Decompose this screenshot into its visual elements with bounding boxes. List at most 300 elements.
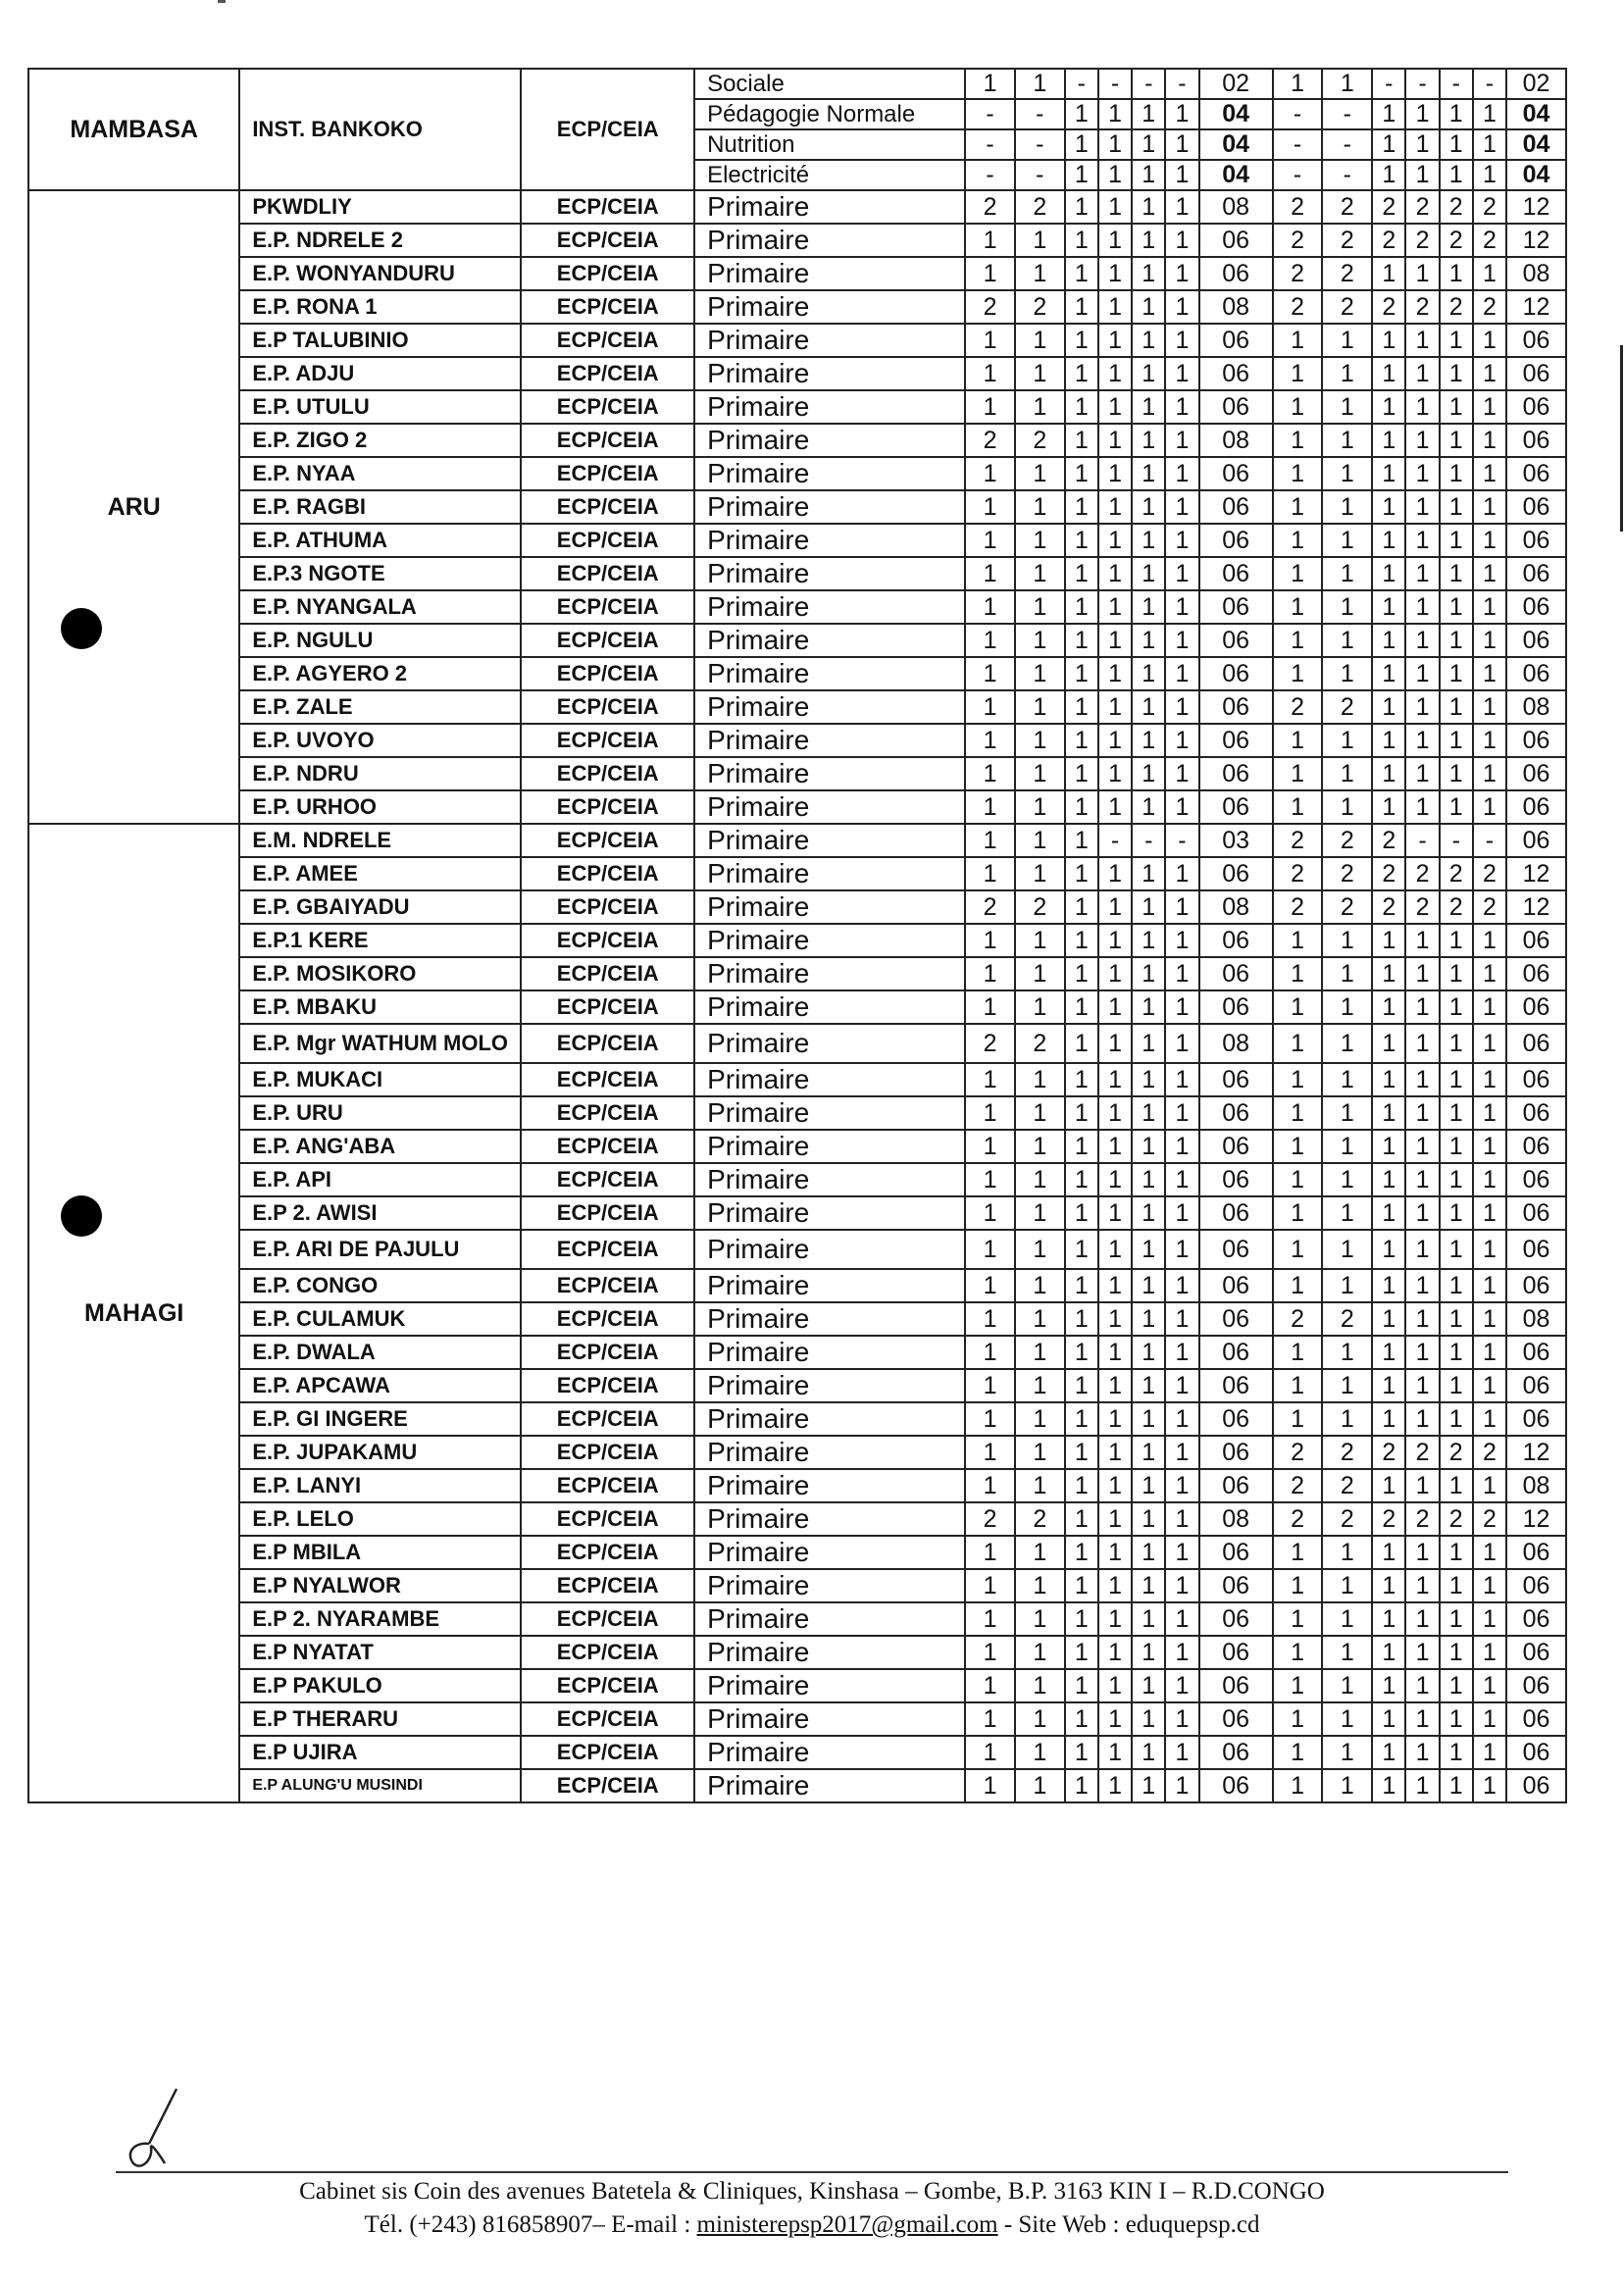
value-cell: 1 (1405, 424, 1439, 457)
school-type-cell: ECP/CEIA (521, 724, 694, 757)
value-cell: 1 (1405, 390, 1439, 424)
value-cell: 1 (1372, 1336, 1405, 1369)
value-cell: 1 (1322, 790, 1372, 824)
value-cell: 2 (1322, 1502, 1372, 1536)
value-cell: - (1473, 69, 1506, 99)
total-cell: 06 (1506, 1736, 1566, 1769)
value-cell: 1 (1322, 1569, 1372, 1602)
value-cell: - (965, 99, 1015, 129)
school-name-cell: E.P. ADJU (239, 357, 521, 390)
subtotal-cell: 06 (1199, 1536, 1273, 1569)
value-cell: 1 (1098, 224, 1132, 257)
value-cell: 2 (1473, 857, 1506, 890)
value-cell: 1 (1132, 890, 1165, 924)
value-cell: 1 (1322, 924, 1372, 957)
value-cell: 2 (1015, 1502, 1065, 1536)
filiere-cell: Primaire (694, 1602, 965, 1636)
value-cell: 1 (1098, 657, 1132, 690)
school-type-cell: ECP/CEIA (521, 1736, 694, 1769)
total-cell: 06 (1506, 1096, 1566, 1130)
value-cell: 1 (1322, 69, 1372, 99)
school-name-cell: E.P. NGULU (239, 624, 521, 657)
value-cell: 1 (1405, 524, 1439, 557)
total-cell: 04 (1506, 99, 1566, 129)
value-cell: 1 (1065, 1336, 1098, 1369)
total-cell: 08 (1506, 1302, 1566, 1336)
footer-website: - Site Web : eduquepsp.cd (997, 2211, 1260, 2238)
value-cell: 1 (1440, 1196, 1473, 1230)
value-cell: 1 (1322, 390, 1372, 424)
value-cell: 1 (1273, 1736, 1323, 1769)
value-cell: 1 (1372, 1369, 1405, 1402)
value-cell: 1 (1015, 1669, 1065, 1702)
value-cell: 1 (1273, 1636, 1323, 1669)
value-cell: - (1440, 824, 1473, 857)
value-cell: 1 (965, 824, 1015, 857)
value-cell: 1 (965, 1536, 1015, 1569)
total-cell: 06 (1506, 1402, 1566, 1436)
value-cell: 2 (1273, 1302, 1323, 1336)
value-cell: 1 (965, 657, 1015, 690)
filiere-cell: Nutrition (694, 129, 965, 160)
filiere-cell: Primaire (694, 457, 965, 490)
filiere-cell: Primaire (694, 790, 965, 824)
total-cell: 06 (1506, 1369, 1566, 1402)
total-cell: 08 (1506, 257, 1566, 290)
value-cell: 1 (1132, 1536, 1165, 1569)
table-row (28, 757, 1566, 790)
value-cell: 1 (1132, 357, 1165, 390)
value-cell: 1 (1473, 1063, 1506, 1096)
value-cell: 1 (1405, 1569, 1439, 1602)
school-name-cell: PKWDLIY (239, 190, 521, 224)
subtotal-cell: 06 (1199, 1736, 1273, 1769)
value-cell: - (1322, 99, 1372, 129)
value-cell: 1 (1015, 1063, 1065, 1096)
value-cell: - (1405, 69, 1439, 99)
value-cell: 2 (1440, 1502, 1473, 1536)
value-cell: 1 (1322, 524, 1372, 557)
value-cell: 1 (1098, 1024, 1132, 1063)
value-cell: 1 (1405, 990, 1439, 1024)
value-cell: 1 (1065, 957, 1098, 990)
value-cell: 1 (965, 69, 1015, 99)
value-cell: 2 (1440, 1436, 1473, 1469)
total-cell: 12 (1506, 190, 1566, 224)
value-cell: - (1165, 69, 1198, 99)
value-cell: 1 (1440, 624, 1473, 657)
value-cell: 1 (1165, 457, 1198, 490)
value-cell: 1 (1165, 257, 1198, 290)
value-cell: 1 (1405, 1196, 1439, 1230)
total-cell: 06 (1506, 1769, 1566, 1802)
value-cell: 1 (1165, 1436, 1198, 1469)
school-name-cell: E.P. RONA 1 (239, 290, 521, 324)
value-cell: 1 (1473, 324, 1506, 357)
value-cell: 1 (1015, 324, 1065, 357)
value-cell: 1 (1015, 1436, 1065, 1469)
filiere-cell: Primaire (694, 1196, 965, 1230)
value-cell: 1 (1098, 1436, 1132, 1469)
value-cell: 1 (1440, 1063, 1473, 1096)
filiere-cell: Primaire (694, 424, 965, 457)
value-cell: 1 (1322, 324, 1372, 357)
table-row (28, 1096, 1566, 1130)
value-cell: 1 (1015, 257, 1065, 290)
value-cell: 2 (1322, 1436, 1372, 1469)
value-cell: 1 (1473, 690, 1506, 724)
school-type-cell: ECP/CEIA (521, 1536, 694, 1569)
table-row (28, 924, 1566, 957)
value-cell: 1 (1322, 1063, 1372, 1096)
value-cell: 1 (1132, 224, 1165, 257)
value-cell: 2 (965, 1502, 1015, 1536)
value-cell: 2 (1322, 857, 1372, 890)
value-cell: 2 (1405, 1502, 1439, 1536)
value-cell: 1 (1015, 957, 1065, 990)
value-cell: 1 (1132, 1636, 1165, 1669)
value-cell: - (1098, 69, 1132, 99)
value-cell: 1 (1098, 1063, 1132, 1096)
table-row (28, 857, 1566, 890)
footer-contact (0, 2208, 1624, 2242)
total-cell: 06 (1506, 657, 1566, 690)
school-name-cell: INST. BANKOKO (239, 69, 521, 190)
value-cell: 2 (1372, 1436, 1405, 1469)
bullet-icon (61, 1195, 102, 1237)
value-cell: 1 (1372, 357, 1405, 390)
value-cell: - (1273, 160, 1323, 190)
value-cell: - (1273, 129, 1323, 160)
value-cell: 2 (1372, 290, 1405, 324)
value-cell: 1 (965, 324, 1015, 357)
value-cell: 1 (1065, 1702, 1098, 1736)
filiere-cell: Primaire (694, 524, 965, 557)
total-cell: 06 (1506, 990, 1566, 1024)
value-cell: 1 (1473, 1302, 1506, 1336)
total-cell: 06 (1506, 1163, 1566, 1196)
value-cell: 1 (1165, 657, 1198, 690)
value-cell: 1 (1372, 790, 1405, 824)
value-cell: 1 (1098, 857, 1132, 890)
value-cell: 1 (965, 1269, 1015, 1302)
subtotal-cell: 06 (1199, 1096, 1273, 1130)
school-type-cell: ECP/CEIA (521, 790, 694, 824)
value-cell: 2 (1372, 224, 1405, 257)
value-cell: 1 (1065, 590, 1098, 624)
value-cell: 1 (1132, 1163, 1165, 1196)
table-body (28, 69, 1566, 1802)
value-cell: 1 (965, 757, 1015, 790)
school-type-cell: ECP/CEIA (521, 1336, 694, 1369)
total-cell: 06 (1506, 1636, 1566, 1669)
filiere-cell: Primaire (694, 257, 965, 290)
value-cell: 1 (1372, 390, 1405, 424)
value-cell: 1 (1015, 1636, 1065, 1669)
value-cell: 1 (1098, 957, 1132, 990)
value-cell: 1 (1273, 1163, 1323, 1196)
value-cell: 1 (1165, 1736, 1198, 1769)
total-cell: 06 (1506, 1230, 1566, 1269)
filiere-cell: Sociale (694, 69, 965, 99)
value-cell: 1 (965, 1302, 1015, 1336)
value-cell: 1 (1405, 1636, 1439, 1669)
subtotal-cell: 06 (1199, 557, 1273, 590)
value-cell: 1 (1132, 1369, 1165, 1402)
value-cell: 1 (1065, 1669, 1098, 1702)
value-cell: 1 (1065, 1230, 1098, 1269)
value-cell: 1 (1273, 69, 1323, 99)
footer-divider (116, 2171, 1508, 2173)
value-cell: 1 (1132, 990, 1165, 1024)
table-row (28, 1163, 1566, 1196)
value-cell: 1 (1440, 724, 1473, 757)
value-cell: 1 (1098, 1769, 1132, 1802)
value-cell: 1 (1405, 1769, 1439, 1802)
table-row (28, 1769, 1566, 1802)
value-cell: 1 (1372, 99, 1405, 129)
value-cell: 1 (1132, 1063, 1165, 1096)
value-cell: 1 (1015, 790, 1065, 824)
subtotal-cell: 06 (1199, 924, 1273, 957)
value-cell: 1 (1098, 890, 1132, 924)
value-cell: 1 (1372, 129, 1405, 160)
table-row (28, 1336, 1566, 1369)
table-row (28, 1130, 1566, 1163)
value-cell: 1 (1098, 790, 1132, 824)
value-cell: 1 (1405, 1469, 1439, 1502)
school-name-cell: E.P. MBAKU (239, 990, 521, 1024)
value-cell: 1 (1322, 357, 1372, 390)
table-row (28, 890, 1566, 924)
value-cell: 1 (1132, 1602, 1165, 1636)
value-cell: 1 (1065, 524, 1098, 557)
value-cell: 1 (1440, 924, 1473, 957)
total-cell: 06 (1506, 1669, 1566, 1702)
school-type-cell: ECP/CEIA (521, 1636, 694, 1669)
value-cell: 1 (1273, 724, 1323, 757)
value-cell: 1 (965, 957, 1015, 990)
value-cell: 1 (1473, 457, 1506, 490)
value-cell: 1 (1440, 1536, 1473, 1569)
table-row (28, 824, 1566, 857)
filiere-cell: Primaire (694, 1096, 965, 1130)
value-cell: 1 (1132, 1436, 1165, 1469)
value-cell: 1 (1273, 390, 1323, 424)
school-name-cell: E.P. NYAA (239, 457, 521, 490)
footer-phone: Tél. (+243) 816858907– E-mail : (364, 2211, 697, 2238)
value-cell: 1 (1132, 1669, 1165, 1702)
value-cell: 1 (1065, 557, 1098, 590)
school-name-cell: E.P. NYANGALA (239, 590, 521, 624)
value-cell: 1 (1322, 624, 1372, 657)
school-name-cell: E.P. JUPAKAMU (239, 1436, 521, 1469)
value-cell: 1 (1015, 857, 1065, 890)
table-row (28, 1369, 1566, 1402)
value-cell: 1 (1473, 724, 1506, 757)
value-cell: 1 (1405, 129, 1439, 160)
value-cell: 1 (1065, 657, 1098, 690)
value-cell: 1 (1372, 1230, 1405, 1269)
subtotal-cell: 06 (1199, 1569, 1273, 1602)
school-type-cell: ECP/CEIA (521, 357, 694, 390)
school-name-cell: E.P. GBAIYADU (239, 890, 521, 924)
total-cell: 06 (1506, 757, 1566, 790)
school-name-cell: E.P. LANYI (239, 1469, 521, 1502)
value-cell: 1 (1098, 1402, 1132, 1436)
table-row (28, 690, 1566, 724)
value-cell: 2 (1440, 857, 1473, 890)
value-cell: 1 (1440, 790, 1473, 824)
value-cell: 1 (1405, 957, 1439, 990)
value-cell: 1 (1473, 1469, 1506, 1502)
value-cell: 2 (1405, 224, 1439, 257)
value-cell: 1 (1440, 490, 1473, 524)
school-type-cell: ECP/CEIA (521, 1269, 694, 1302)
filiere-cell: Primaire (694, 1736, 965, 1769)
value-cell: 1 (1015, 490, 1065, 524)
table-row (28, 657, 1566, 690)
value-cell: 1 (1322, 1130, 1372, 1163)
value-cell: 1 (1405, 1402, 1439, 1436)
value-cell: 1 (965, 1336, 1015, 1369)
table-row (28, 724, 1566, 757)
value-cell: - (1015, 129, 1065, 160)
subtotal-cell: 06 (1199, 1269, 1273, 1302)
value-cell: 2 (1473, 1436, 1506, 1469)
value-cell: 1 (1065, 824, 1098, 857)
value-cell: 1 (1372, 424, 1405, 457)
school-name-cell: E.P. URU (239, 1096, 521, 1130)
value-cell: 1 (1065, 1096, 1098, 1130)
value-cell: 1 (1065, 1269, 1098, 1302)
value-cell: 1 (1015, 557, 1065, 590)
province-label: MAHAGI (83, 1298, 184, 1327)
value-cell: 1 (1098, 129, 1132, 160)
subtotal-cell: 06 (1199, 957, 1273, 990)
value-cell: - (1322, 129, 1372, 160)
value-cell: 1 (1132, 160, 1165, 190)
value-cell: 2 (1405, 857, 1439, 890)
school-type-cell: ECP/CEIA (521, 1436, 694, 1469)
value-cell: 1 (1132, 99, 1165, 129)
school-type-cell: ECP/CEIA (521, 1569, 694, 1602)
value-cell: 1 (1372, 324, 1405, 357)
school-name-cell: E.P. ZIGO 2 (239, 424, 521, 457)
table-row (28, 324, 1566, 357)
value-cell: 1 (1098, 1569, 1132, 1602)
value-cell: 1 (1473, 590, 1506, 624)
filiere-cell: Primaire (694, 357, 965, 390)
value-cell: 1 (1440, 1269, 1473, 1302)
value-cell: 1 (1473, 657, 1506, 690)
value-cell: 1 (1440, 257, 1473, 290)
value-cell: 1 (1473, 1269, 1506, 1302)
footer-email-link[interactable]: ministerepsp2017@gmail.com (696, 2211, 998, 2238)
value-cell: 1 (1015, 1769, 1065, 1802)
value-cell: 1 (1473, 490, 1506, 524)
value-cell: 1 (1473, 990, 1506, 1024)
value-cell: 1 (1273, 757, 1323, 790)
table-row (28, 1302, 1566, 1336)
value-cell: 1 (1440, 1369, 1473, 1402)
value-cell: 1 (1132, 690, 1165, 724)
school-type-cell: ECP/CEIA (521, 1769, 694, 1802)
value-cell: 1 (1405, 357, 1439, 390)
value-cell: 1 (1405, 457, 1439, 490)
value-cell: 1 (1015, 724, 1065, 757)
filiere-cell: Primaire (694, 857, 965, 890)
value-cell: 1 (1165, 1636, 1198, 1669)
value-cell: 1 (1322, 957, 1372, 990)
value-cell: 2 (1322, 890, 1372, 924)
total-cell: 06 (1506, 490, 1566, 524)
total-cell: 06 (1506, 524, 1566, 557)
filiere-cell: Primaire (694, 624, 965, 657)
value-cell: 1 (1098, 1163, 1132, 1196)
value-cell: 1 (965, 1469, 1015, 1502)
value-cell: 1 (1165, 1369, 1198, 1402)
value-cell: 1 (1440, 1636, 1473, 1669)
value-cell: 1 (1273, 524, 1323, 557)
value-cell: 1 (1372, 1469, 1405, 1502)
value-cell: - (1322, 160, 1372, 190)
subtotal-cell: 06 (1199, 1302, 1273, 1336)
value-cell: 2 (1322, 224, 1372, 257)
total-cell: 06 (1506, 1024, 1566, 1063)
value-cell: 1 (1165, 99, 1198, 129)
value-cell: 1 (1405, 324, 1439, 357)
total-cell: 12 (1506, 290, 1566, 324)
total-cell: 06 (1506, 790, 1566, 824)
value-cell: 1 (1165, 1336, 1198, 1369)
value-cell: 1 (1065, 390, 1098, 424)
value-cell: 1 (1440, 1469, 1473, 1502)
value-cell: 1 (1015, 457, 1065, 490)
value-cell: 1 (1372, 1569, 1405, 1602)
total-cell: 04 (1506, 129, 1566, 160)
value-cell: 1 (1440, 1669, 1473, 1702)
value-cell: 1 (1015, 1469, 1065, 1502)
value-cell: 1 (965, 990, 1015, 1024)
value-cell: 1 (1015, 590, 1065, 624)
value-cell: 1 (1322, 1536, 1372, 1569)
value-cell: 1 (1273, 1096, 1323, 1130)
total-cell: 06 (1506, 1536, 1566, 1569)
subtotal-cell: 06 (1199, 657, 1273, 690)
filiere-cell: Electricité (694, 160, 965, 190)
value-cell: 1 (1372, 457, 1405, 490)
value-cell: 1 (1473, 257, 1506, 290)
value-cell: 1 (1065, 1502, 1098, 1536)
value-cell: 1 (1165, 1230, 1198, 1269)
value-cell: 2 (1405, 1436, 1439, 1469)
value-cell: 1 (965, 357, 1015, 390)
value-cell: 1 (1165, 1269, 1198, 1302)
value-cell: 1 (1440, 690, 1473, 724)
total-cell: 06 (1506, 1602, 1566, 1636)
value-cell: 1 (1273, 357, 1323, 390)
value-cell: 2 (1015, 190, 1065, 224)
value-cell: 1 (965, 590, 1015, 624)
value-cell: 1 (1440, 357, 1473, 390)
subtotal-cell: 06 (1199, 857, 1273, 890)
value-cell: 2 (1015, 424, 1065, 457)
value-cell: 2 (1440, 224, 1473, 257)
value-cell: 1 (1165, 1402, 1198, 1436)
value-cell: 1 (1473, 1669, 1506, 1702)
value-cell: 1 (1273, 1269, 1323, 1302)
